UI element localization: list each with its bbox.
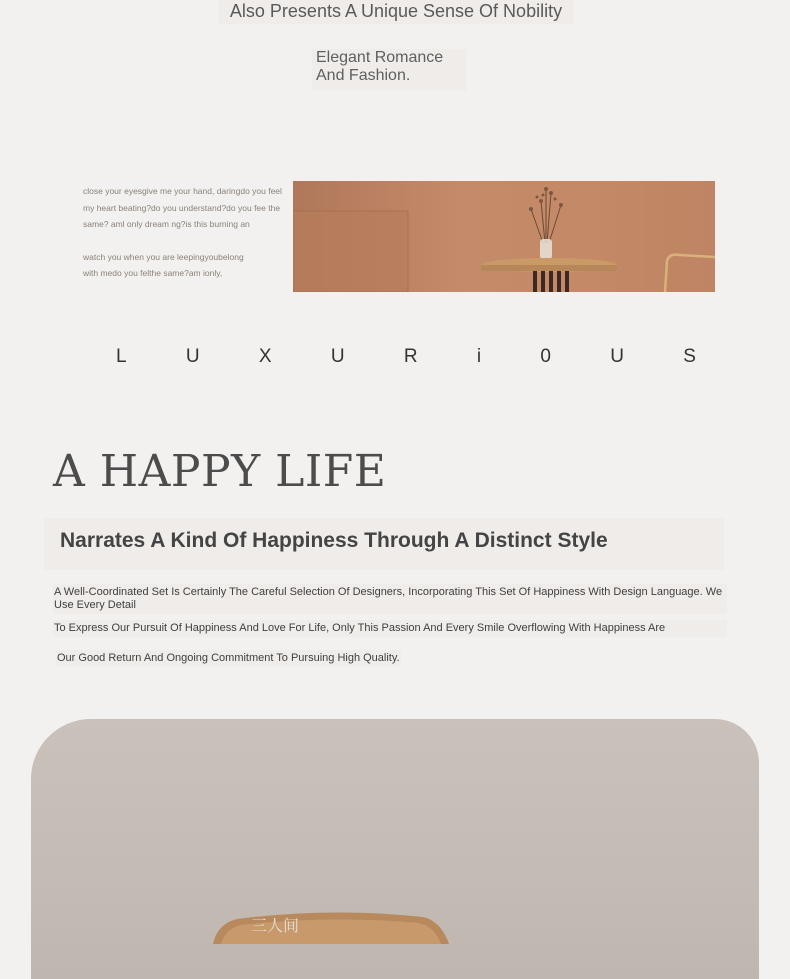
letter: U: [610, 346, 624, 367]
letter: i: [476, 346, 482, 367]
tagline-top: Also Presents A Unique Sense Of Nobility: [218, 0, 574, 24]
watermark-text: 三人间: [251, 916, 300, 935]
chair-illustration: [31, 719, 759, 944]
tagline-sub-line1: Elegant Romance: [316, 49, 444, 66]
section-title: A HAPPY LIFE: [53, 446, 387, 497]
letter: X: [258, 346, 272, 367]
poem-line: with medo you felthe same?am ionly,: [83, 268, 223, 278]
description-paragraph-1: A Well-Coordinated Set Is Certainly The Careful Selection Of Designers, Incorporating This Set Of Happiness With Design Language. We Use Every Detail: [53, 584, 727, 614]
luxurious-spaced-word: [116, 346, 696, 368]
letter: 0: [540, 346, 551, 367]
poem-text: [83, 183, 288, 282]
description-paragraph-3: Our Good Return And Ongoing Commitment To Pursuing High Quality.: [56, 650, 401, 667]
hero-chair-image: [31, 719, 759, 979]
letter: R: [403, 346, 418, 367]
section-subtitle: Narrates A Kind Of Happiness Through A Distinct Style: [60, 529, 608, 552]
tagline-sub-line2: And Fashion.: [316, 67, 411, 84]
side-table-illustration: [293, 181, 715, 292]
poem-line: watch you when you are leepingyoubelong: [83, 251, 244, 262]
letter: L: [116, 346, 127, 367]
tagline-sub: [312, 49, 466, 91]
poem-line: close your eyesgive me your hand, daringdo you feel: [83, 186, 282, 196]
letter: U: [185, 346, 200, 367]
poem-line: my heart beating?do you understand?do you fee the: [83, 202, 281, 213]
poem-line: same? aml only dream ng?is this burning an: [83, 219, 250, 229]
furniture-photo: [293, 181, 715, 292]
letter: S: [683, 346, 696, 367]
letter: U: [330, 346, 345, 367]
description-paragraph-2: To Express Our Pursuit Of Happiness And Love For Life, Only This Passion And Every Smile Overflowing With Happiness Are: [53, 620, 727, 637]
